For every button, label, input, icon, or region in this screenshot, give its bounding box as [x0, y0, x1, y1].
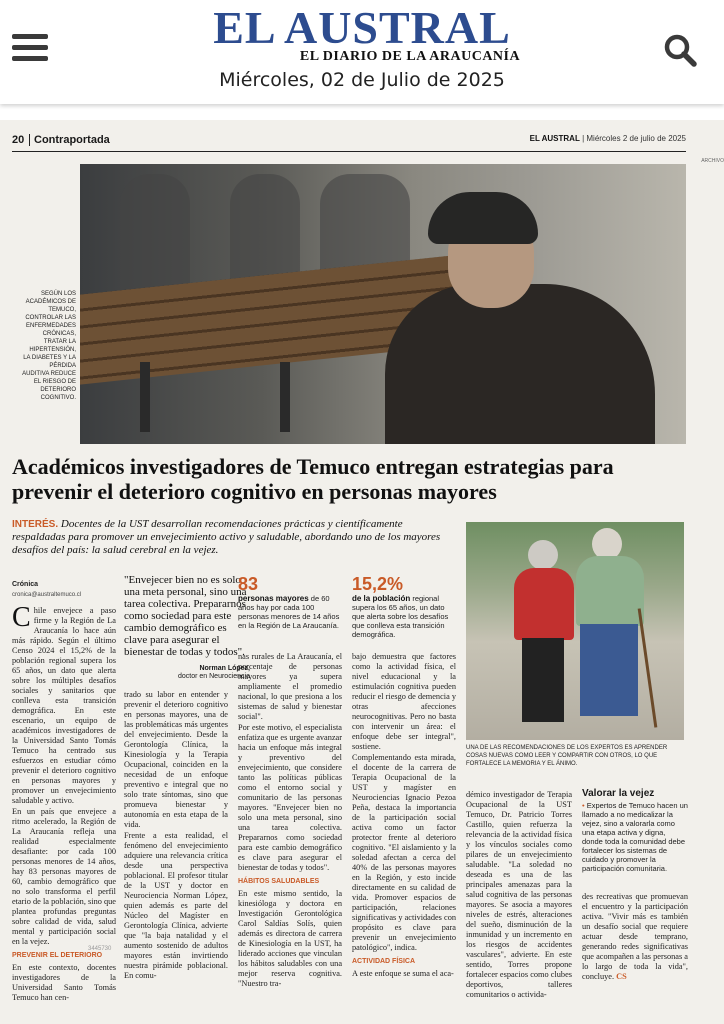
section-name: Contraportada — [29, 134, 110, 146]
article-column-4 — [352, 652, 456, 980]
paragraph: hile envejece a paso firme y la Región de La Araucanía lo hace aún más rápido. Según el último Censo 2024 el 15,2% de la población regional supera los 65 años, un dato que alerta sobre los múltiples desafíos sociales y sanitarios que conlleva esta transición demográfica. En este escenario, un equipo de académicos investigadores de la Universidad Santo Tomás Temuco ha centrado sus esfuerzos en estudiar cómo prevenir el deterioro cognitivo en personas mayores y promover un envejecimiento saludable y activo. — [12, 606, 116, 805]
article-column-6 — [582, 892, 688, 983]
lede-text: Docentes de la UST desarrollan recomendaciones prácticas y científicamente respaldadas para promover un envejecimiento activo y saludable, abordando uno de los mayores desafíos del país: la salud cerebral en la vejez. — [12, 518, 441, 556]
stat-number: 83 — [238, 574, 259, 594]
stat-block — [352, 574, 456, 639]
paragraph: nas rurales de La Araucanía, el porcentaje de personas mayores ya supera ampliamente el promedio nacional, lo que presiona a los sistemas de salud y bienestar social". — [238, 652, 342, 721]
lede-tag: INTERÉS. — [12, 519, 59, 530]
man-figure — [576, 556, 644, 626]
bench-leg — [280, 362, 290, 432]
site-header — [0, 0, 724, 104]
byline-email[interactable]: cronica@australtemuco.cl — [12, 592, 82, 598]
paragraph: Frente a esta realidad, el fenómeno del envejecimiento adquiere una relevancia crítica desde una perspectiva poblacional. El profesor titular de la UST y doctor en Neurociencia Norman López, quien además es parte del Núcleo del Magíster en Gerontología Clínica, advierte que "la baja natalidad y el aumento sostenido de adultos mayores están invirtiendo nuestra pirámide poblacional. En comu- — [124, 831, 228, 980]
paragraph: démico investigador de Terapia Ocupacional de la UST Temuco, Dr. Patricio Torres Castillo, quien refuerza la relevancia de la actividad física y los vínculos sociales como pilares de un envejecimiento saludable. "La soledad no deseada es una de las principales amenazas para la salud cognitiva de las personas mayores. Se asocia a mayores niveles de estrés, alteraciones del sueño, disminución de la inmunidad y un incremento en los riesgos de accidentes vasculares", advierte. En este sentido, Torres propone fortalecer espacios como clubes deportivos, talleres comunitarios o activida- — [466, 790, 572, 999]
page-masthead: EL AUSTRAL | Miércoles 2 de julio de 2025 — [529, 134, 686, 143]
article-headline: Académicos investigadores de Temuco entregan estrategias para prevenir el deterioro cognitivo en personas mayores — [12, 454, 614, 504]
brand[interactable] — [0, 2, 724, 92]
stat-number: 15,2% — [352, 574, 404, 594]
quote-author-name: Norman López, — [199, 665, 250, 672]
masthead-date: Miércoles 2 de julio de 2025 — [586, 134, 686, 143]
paragraph: A este enfoque se suma el aca- — [352, 969, 454, 978]
article-lede — [12, 518, 458, 557]
masthead-name: EL AUSTRAL — [529, 134, 580, 143]
article-column-2 — [124, 690, 228, 982]
sidebar-text: Expertos de Temuco hacen un llamado a no medicalizar la vejez, sino a valorarla como una etapa activa y digna, donde toda la comunidad debe fortalecer los sistemas de cuidado y promover la participación comunitaria. — [582, 801, 688, 873]
byline-section: Crónica — [12, 581, 39, 588]
photo-caption: SEGÚN LOS ACADÉMICOS DE TEMUCO, CONTROLAR LAS ENFERMEDADES CRÓNICAS, TRATAR LA HIPERTENSIÓN, LA DIABETES Y LA PÉRDIDA AUDITIVA REDUCE EL RIESGO DE DETERIORO COGNITIVO. — [22, 291, 76, 401]
page-number: 20 — [12, 134, 25, 146]
paragraph: Por este motivo, el especialista enfatiza que es urgente avanzar hacia un enfoque más integral y preventivo del envejecimiento, que considere tanto las políticas públicas como el entorno social y comunitario de las personas mayores. "Envejecer bien no solo una meta personal, sino una tarea colectiva. Prepararnos como sociedad para este cambio demográfico es clave para asegurar el bienestar de todas y todos". — [238, 723, 342, 872]
walking-cane — [638, 608, 658, 727]
pull-quote: "Envejecer bien no es solo una meta personal, sino una tarea colectiva. Prepararnos como sociedad para este cambio demográfico es clave para asegurar el bienestar de todas y todos". — [124, 574, 247, 658]
woman-figure — [514, 568, 574, 640]
main-photo — [80, 164, 686, 444]
article-column-1 — [12, 580, 116, 1004]
archive-label: ARCHIVO — [701, 158, 724, 164]
paragraph: trado su labor en entender y prevenir el deterioro cognitivo en personas mayores, una de las problemáticas más urgentes del envejecimiento. Desde la Gerontología Clínica, la Kinesiología y la Terapia Ocupacional, coinciden en la necesidad de un enfoque preventivo e integral que no solo trate síntomas, sino que promueva bienestar y autonomía en esta etapa de la vida. — [124, 690, 228, 829]
pull-quote-author — [124, 665, 250, 681]
bench-leg — [140, 362, 150, 432]
article-column-3 — [238, 652, 342, 990]
elderly-man-cap — [428, 192, 538, 244]
sidebar-title: Valorar la vejez — [582, 788, 655, 799]
stat-label: personas mayores — [238, 594, 309, 603]
secondary-photo — [466, 522, 684, 740]
paragraph: En este contexto, docentes investigadores de la Universidad Santo Tomás Temuco han cen- — [12, 963, 116, 1002]
paragraph: des recreativas que promuevan el encuentro y la participación activa. "Vivir más es también un desafío social que requiere actuar desde temprano, generando redes significativas que acompañen a las personas a lo largo de toda la vida", concluye. — [582, 892, 688, 981]
paragraph: bajo demuestra que factores como la actividad física, el nivel educacional y la estimulación cognitiva pueden reducir el riesgo de demencia y otras afecciones neurocognitivas. Pero no basta con intervenir un área: el enfoque debe ser integral", sostiene. — [352, 652, 456, 751]
man-legs — [580, 624, 638, 716]
search-icon[interactable] — [662, 32, 698, 68]
end-mark: CS — [616, 972, 627, 981]
stat-text: regional supera los 65 años, un dato que alerta sobre los desafíos que conlleva esta transición demográfica. — [352, 594, 449, 639]
page-bar — [12, 134, 686, 152]
paragraph: Complementando esta mirada, el docente de la carrera de Terapia Ocupacional de la UST y magíster en Neurociencias Ignacio Pezoa Peña, destaca la importancia de la participación social activa como un factor protector frente al deterioro cognitivo. "El aislamiento y la soledad afectan a cerca del 40% de las personas mayores en la Región, y esto incide directamente en su calidad de vida. Promover espacios de participación, relaciones significativas y actividades con propósito es clave para prevenir un envejecimiento patológico", indica. — [352, 753, 456, 952]
newspaper-page — [0, 120, 724, 1024]
stat-text: de 60 años hay por cada 100 personas menores de 14 años en la Región de La Araucanía. — [238, 594, 340, 630]
elderly-man-coat — [385, 284, 655, 444]
watermark: 3445730 — [88, 946, 112, 952]
brand-subtitle: EL DIARIO DE LA ARAUCANÍA — [299, 49, 521, 64]
subhead: HÁBITOS SALUDABLES — [238, 878, 320, 885]
woman-legs — [522, 638, 564, 722]
sidebar-box — [582, 788, 688, 873]
stat-block — [238, 574, 342, 630]
woman-head — [528, 540, 558, 570]
article-column-5 — [466, 790, 572, 1001]
paragraph: En un país que envejece a ritmo acelerado, la Región de La Araucanía refleja una realidad especialmente desafiante: por cada 100 personas menores de 14 años, hay 83 personas mayores de 60, cambio demográfico que no solo transforma el perfil etario de la población, sino que plantea profundas preguntas sobre calidad de vida, salud mental y participación social en la vejez. — [12, 807, 116, 946]
stat-label: de la población — [352, 594, 411, 603]
paragraph: En este mismo sentido, la kinesióloga y doctora en Investigación Gerontológica Carol Saldías Solís, quien además es directora de carrera de Kinesiología en la UST, ha liderado acciones que vinculan los hábitos saludables con una mejor reserva cognitiva. "Nuestro tra- — [238, 889, 342, 988]
secondary-photo-caption: UNA DE LAS RECOMENDACIONES DE LOS EXPERTOS ES APRENDER COSAS NUEVAS COMO LEER Y COMPARTIR CON OTROS, LO QUE FORTALECE LA MEMORIA Y EL ÁNIMO. — [466, 745, 668, 767]
drop-cap: C — [12, 602, 31, 633]
edition-date: Miércoles, 02 de Julio de 2025 — [219, 69, 505, 91]
brand-name: EL AUSTRAL — [213, 2, 511, 53]
subhead: ACTIVIDAD FÍSICA — [352, 958, 415, 965]
bullet-icon: • — [582, 801, 585, 810]
quote-author-role: doctor en Neurociencia — [178, 673, 250, 680]
subhead: PREVENIR EL DETERIORO — [12, 952, 103, 959]
